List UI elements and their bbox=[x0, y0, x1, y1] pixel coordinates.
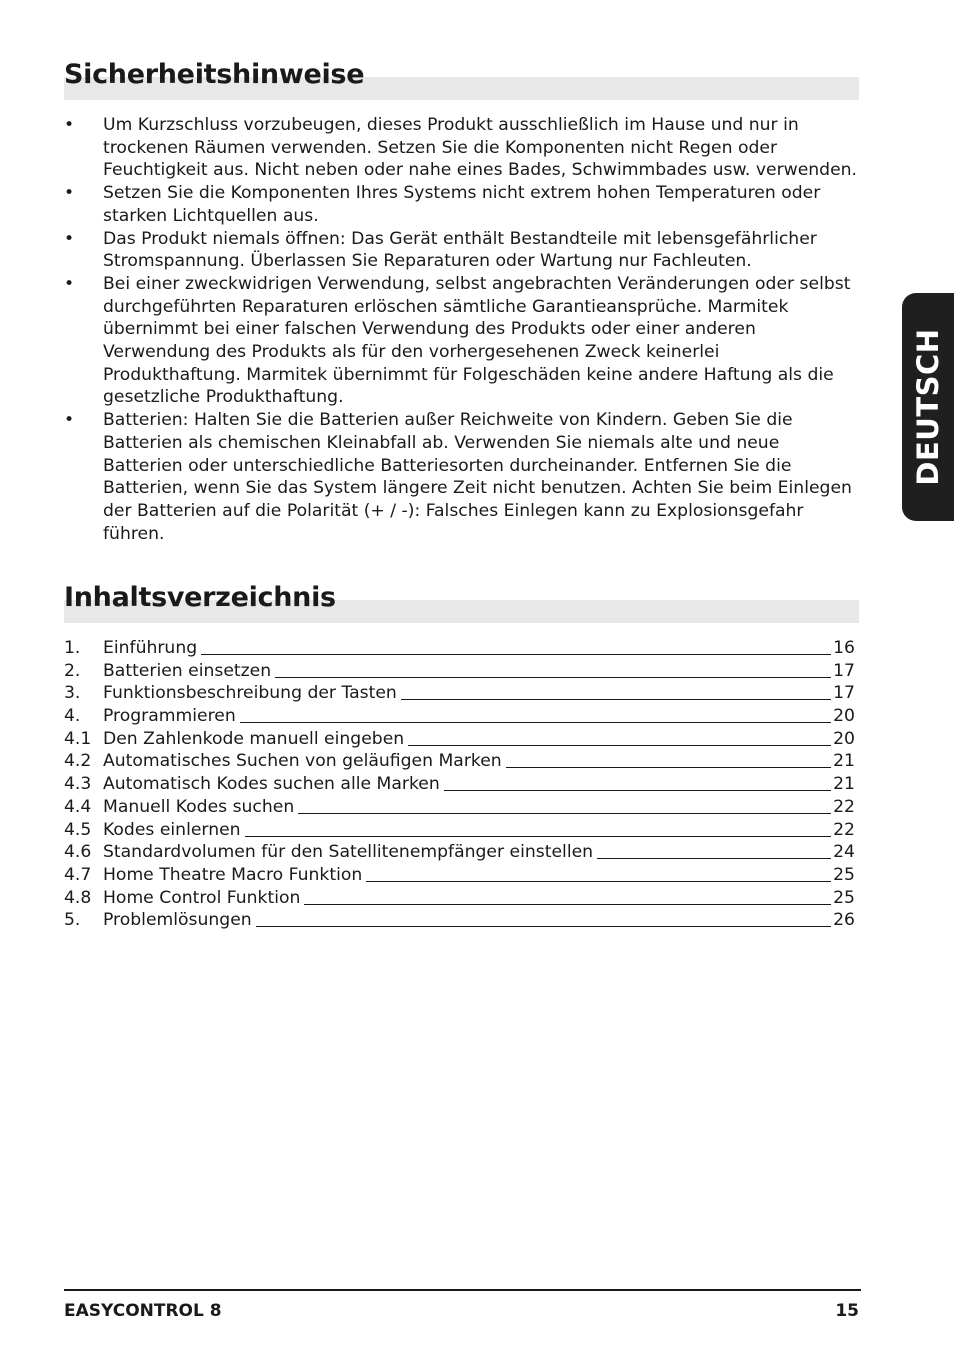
toc-entry-number: 2. bbox=[64, 660, 81, 681]
toc-leader-line bbox=[597, 858, 831, 859]
toc-leader-line bbox=[401, 699, 831, 700]
toc-entry-label: Home Control Funktion bbox=[103, 887, 301, 908]
toc-entry bbox=[64, 887, 855, 910]
language-tab bbox=[902, 293, 954, 521]
toc-entry-label: Einführung bbox=[103, 638, 198, 658]
toc-entry-page: 16 bbox=[833, 638, 855, 658]
footer-page-number: 15 bbox=[835, 1301, 859, 1321]
list-item-text: Batterien: Halten Sie die Batterien außer Reichweite von Kindern. Geben Sie die Batterien als chemischen Kleinabfall ab. Verwenden Sie niemals alte und neue Batterien oder unterschiedliche Batteriesorten durcheinander. Entfernen Sie die Batterien, wenn Sie das System längere Zeit nicht benutzen. Achten Sie beim Einlegen der Batterien auf die Polarität (+ / -): Falsches Einlegen kann zu Explosionsgefahr führen. bbox=[103, 410, 852, 544]
list-item bbox=[64, 409, 859, 545]
toc-entry-number: 4. bbox=[64, 706, 81, 727]
toc-entry-number: 4.6 bbox=[64, 842, 92, 863]
toc-entry bbox=[64, 637, 855, 660]
toc-entry bbox=[64, 682, 855, 705]
toc-entry-number: 4.2 bbox=[64, 751, 92, 772]
toc-entry-label: Den Zahlenkode manuell eingeben bbox=[103, 728, 405, 749]
list-item bbox=[64, 114, 859, 182]
toc-leader-line bbox=[366, 881, 831, 882]
toc-leader-line bbox=[275, 677, 831, 678]
toc-entry-label: Automatisches Suchen von geläufigen Marken bbox=[103, 751, 502, 772]
toc-entry-label: Batterien einsetzen bbox=[103, 660, 272, 681]
footer-divider bbox=[64, 1289, 861, 1291]
toc-entry-page: 26 bbox=[833, 910, 855, 931]
toc-title: Inhaltsverzeichnis bbox=[64, 582, 336, 613]
bullet-icon: • bbox=[64, 410, 75, 431]
toc-entry-page: 20 bbox=[833, 728, 855, 749]
toc-entry-page: 24 bbox=[833, 842, 855, 863]
toc-entry-page: 17 bbox=[833, 683, 855, 704]
toc-entry bbox=[64, 750, 855, 773]
toc-entry-label: Funktionsbeschreibung der Tasten bbox=[103, 683, 397, 704]
toc-entry-label: Kodes einlernen bbox=[103, 819, 241, 840]
toc-entry-number: 4.5 bbox=[64, 819, 92, 840]
toc-entry-label: Standardvolumen für den Satellitenempfänger einstellen bbox=[103, 842, 594, 863]
toc-leader-line bbox=[408, 745, 831, 746]
toc-entry-page: 21 bbox=[833, 774, 855, 795]
toc-entry-page: 17 bbox=[833, 660, 855, 681]
toc-entry-label: Manuell Kodes suchen bbox=[103, 796, 295, 817]
list-item-text: Das Produkt niemals öffnen: Das Gerät enthält Bestandteile mit lebensgefährlicher Stromspannung. Überlassen Sie Reparaturen oder Wartung nur Fachleuten. bbox=[103, 228, 817, 272]
toc-list bbox=[64, 637, 855, 932]
bullet-icon: • bbox=[64, 273, 75, 294]
toc-entry bbox=[64, 728, 855, 751]
toc-entry-number: 4.1 bbox=[64, 728, 92, 749]
footer-product-name: EASYCONTROL 8 bbox=[64, 1301, 222, 1321]
toc-leader-line bbox=[304, 904, 831, 905]
toc-entry-page: 21 bbox=[833, 751, 855, 772]
toc-entry-number: 3. bbox=[64, 683, 81, 704]
toc-entry-page: 25 bbox=[833, 864, 855, 885]
toc-entry-number: 5. bbox=[64, 910, 81, 931]
toc-leader-line bbox=[506, 767, 831, 768]
toc-entry-label: Programmieren bbox=[103, 706, 236, 727]
toc-entry bbox=[64, 660, 855, 683]
language-tab-label: DEUTSCH bbox=[911, 328, 945, 486]
safety-title: Sicherheitshinweise bbox=[64, 59, 365, 90]
toc-entry bbox=[64, 909, 855, 932]
toc-entry-number: 1. bbox=[64, 638, 81, 658]
toc-entry-page: 25 bbox=[833, 887, 855, 908]
toc-entry-number: 4.3 bbox=[64, 774, 92, 795]
toc-entry-page: 22 bbox=[833, 819, 855, 840]
safety-list bbox=[64, 114, 859, 545]
toc-entry-label: Problemlösungen bbox=[103, 910, 252, 931]
toc-leader-line bbox=[256, 926, 831, 927]
toc-leader-line bbox=[444, 790, 831, 791]
list-item bbox=[64, 273, 859, 409]
toc-entry bbox=[64, 796, 855, 819]
bullet-icon: • bbox=[64, 115, 75, 135]
list-item-text: Setzen Sie die Komponenten Ihres Systems nicht extrem hohen Temperaturen oder starken Lichtquellen aus. bbox=[103, 183, 821, 226]
toc-leader-line bbox=[240, 722, 831, 723]
toc-entry-label: Automatisch Kodes suchen alle Marken bbox=[103, 774, 440, 795]
toc-entry bbox=[64, 819, 855, 842]
list-item bbox=[64, 228, 859, 273]
toc-leader-line bbox=[298, 813, 831, 814]
toc-leader-line bbox=[201, 654, 831, 655]
toc-entry bbox=[64, 864, 855, 887]
list-item-text: Um Kurzschluss vorzubeugen, dieses Produkt ausschließlich im Hause und nur in trockenen Räumen verwenden. Setzen Sie die Komponenten nicht Regen oder Feuchtigkeit aus. Nicht neben oder nahe eines Bades, Schwimmbades usw. verwenden. bbox=[103, 115, 858, 181]
toc-entry bbox=[64, 705, 855, 728]
bullet-icon: • bbox=[64, 228, 75, 249]
toc-leader-line bbox=[245, 836, 832, 837]
toc-entry-label: Home Theatre Macro Funktion bbox=[103, 864, 363, 885]
toc-entry-number: 4.8 bbox=[64, 887, 92, 908]
list-item-text: Bei einer zweckwidrigen Verwendung, selbst angebrachten Veränderungen oder selbst durchgeführten Reparaturen erlöschen sämtliche Garantieansprüche. Marmitek übernimmt bei einer falschen Verwendung des Produkts oder einer anderen Verwendung des Produkts als für den vorhergesehenen Zweck keinerlei Produkthaftung. Marmitek übernimmt für Folgeschäden keine andere Haftung als die gesetzliche Produkthaftung. bbox=[103, 273, 851, 408]
toc-entry bbox=[64, 773, 855, 796]
list-item bbox=[64, 182, 859, 227]
toc-entry-number: 4.4 bbox=[64, 796, 92, 817]
toc-entry bbox=[64, 841, 855, 864]
toc-entry-page: 22 bbox=[833, 796, 855, 817]
bullet-icon: • bbox=[64, 183, 75, 204]
toc-entry-number: 4.7 bbox=[64, 864, 92, 885]
toc-entry-page: 20 bbox=[833, 706, 855, 727]
